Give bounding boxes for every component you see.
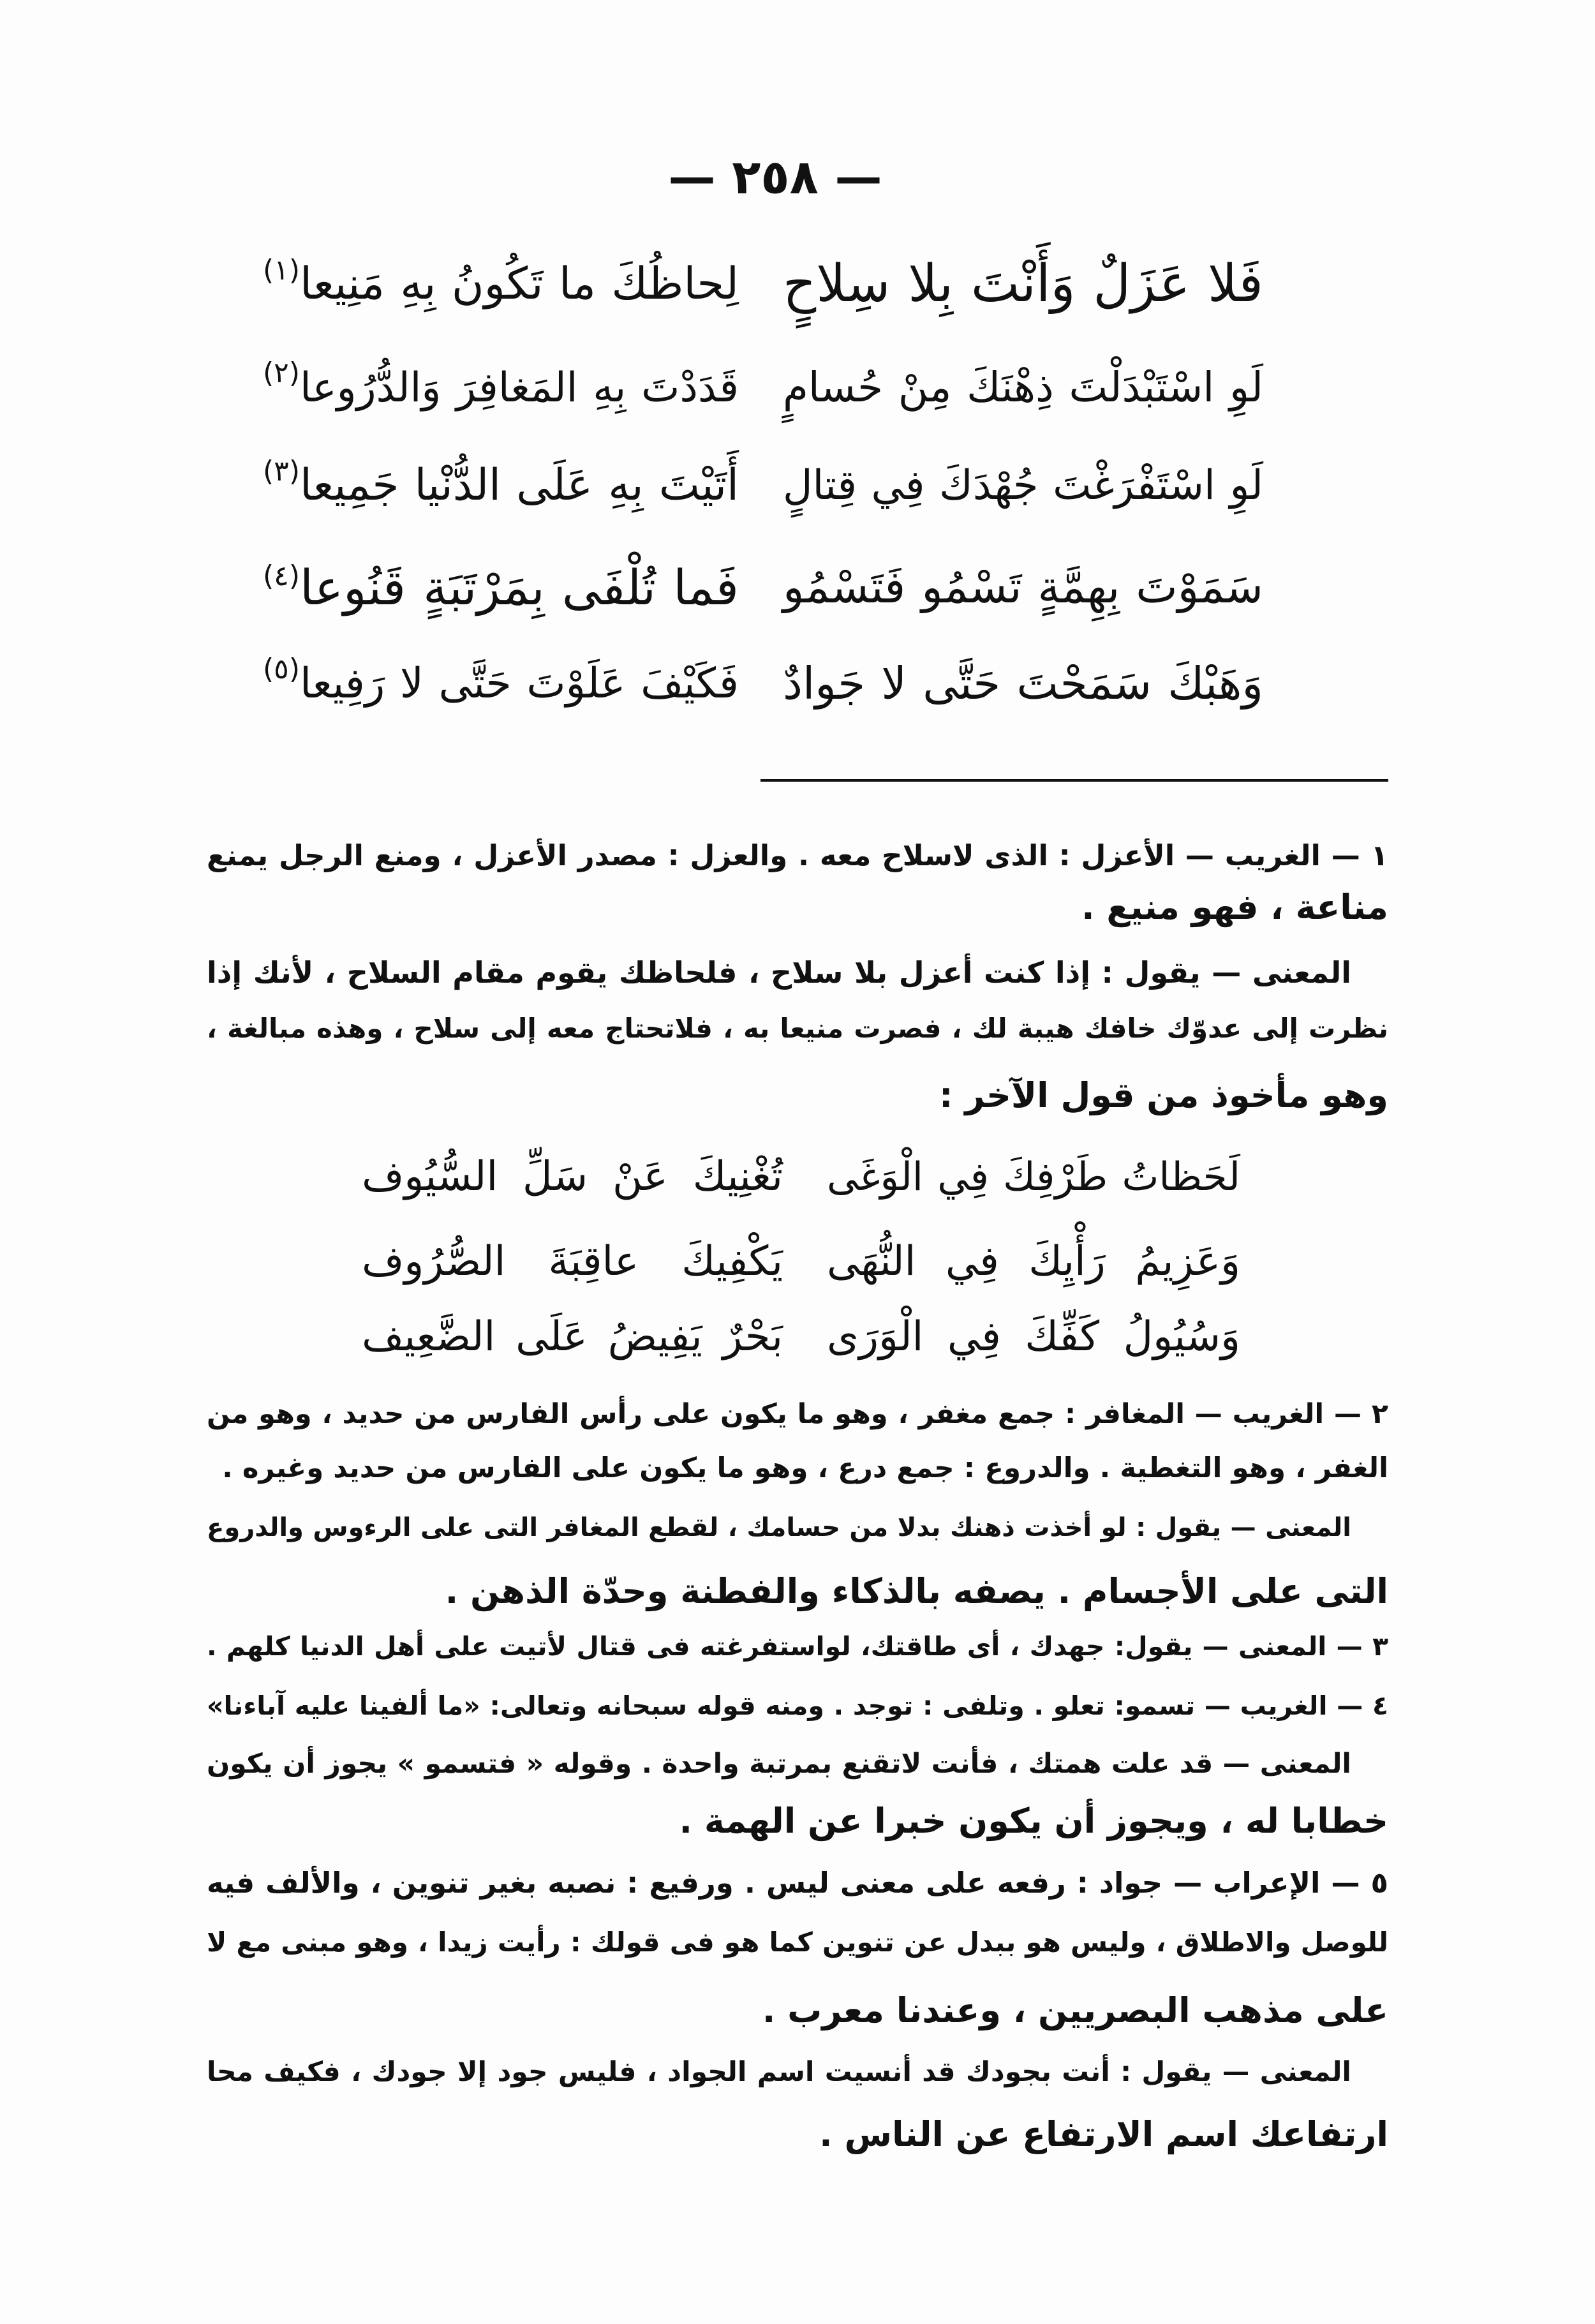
footnote-2-line-3: المعنى — يقول : لو أخذت ذهنك بدلا من حسامك ، لقطع المغافر التى على الرءوس والدروع	[207, 1513, 1351, 1542]
footnote-4-line-2: المعنى — قد علت همتك ، فأنت لاتقنع بمرتبة واحدة . وقوله « فتسمو » يجوز أن يكون	[207, 1748, 1351, 1780]
verse-3-first-text: لَوِ اسْتَفْرَغْتَ جُهْدَكَ فِي قِتالٍ	[783, 462, 1263, 509]
verse-4-first-text: سَمَوْتَ بِهِمَّةٍ تَسْمُو فَتَسْمُو	[783, 562, 1263, 613]
footnote-separator-rule	[760, 779, 1388, 782]
footnote-marker-3: (٣)	[263, 455, 300, 488]
footnote-5-line-1: ٥ — الإعراب — جواد : رفعه على معنى ليس . ورفيع : نصبه بغير تنوين ، والألف فيه	[207, 1866, 1388, 1900]
verse-2-first-hemistich	[783, 346, 1263, 429]
footnote-1-line-2: مناعة ، فهو منيع .	[1081, 887, 1388, 927]
footnote-2-line-1: ٢ — الغريب — المغافر : جمع مغفر ، وهو ما يكون على رأس الفارس من حديد ، وهو من	[207, 1398, 1388, 1430]
footnote-5-line-2: للوصل والاطلاق ، وليس هو ببدل عن تنوين كما هو فى قولك : رأيت زيدا ، وهو مبنى مع لا	[207, 1926, 1388, 1958]
verse-3-first-hemistich	[783, 444, 1263, 527]
footnote-marker-1: (١)	[263, 254, 300, 287]
verse-5-second-hemistich	[263, 643, 739, 726]
footnote-2-line-4: التى على الأجسام . يصفه بالذكاء والفطنة وحدّة الذهن .	[445, 1571, 1388, 1611]
footnote-1-line-1: ١ — الغريب — الأعزل : الذى لاسلاح معه . والعزل : مصدر الأعزل ، ومنع الرجل يمنع	[207, 838, 1388, 872]
footnote-1-line-3: المعنى — يقول : إذا كنت أعزل بلا سلاح ، فلحاظك يقوم مقام السلاح ، لأنك إذا	[207, 955, 1351, 990]
footnote-5-line-4: المعنى — يقول : أنت بجودك قد أنسيت اسم الجواد ، فليس جود إلا جودك ، فكيف محا	[207, 2057, 1351, 2088]
verse-1-second-text: لِحاظُكَ ما تَكُونُ بِهِ مَنِيعا	[299, 258, 739, 309]
verse-1-first-hemistich	[783, 242, 1263, 325]
quoted-verse-2-second-hemistich: يَكْفِيكَ عاقِبَةَ الصُّرُوف	[362, 1238, 783, 1285]
quoted-verse-3-second-hemistich: بَحْرٌ يَفِيضُ عَلَى الضَّعِيف	[362, 1313, 783, 1360]
verse-3-second-hemistich	[263, 444, 739, 527]
verse-5-second-text: فَكَيْفَ عَلَوْتَ حَتَّى لا رَفِيعا	[299, 660, 739, 708]
footnote-marker-4: (٤)	[263, 560, 300, 592]
verse-2-first-text: لَوِ اسْتَبْدَلْتَ ذِهْنَكَ مِنْ حُسامٍ	[783, 364, 1263, 412]
verse-2-second-hemistich	[263, 346, 739, 429]
footnote-1-line-4: نظرت إلى عدوّك خافك هيبة لك ، فصرت منيعا به ، فلاتحتاج معه إلى سلاح ، وهذه مبالغة ،	[207, 1013, 1388, 1044]
verse-5-first-hemistich	[783, 643, 1263, 726]
footnote-marker-5: (٥)	[263, 653, 300, 685]
footnote-5-line-3: على مذهب البصريين ، وعندنا معرب .	[762, 1990, 1388, 2030]
quoted-verse-2-first-hemistich: وَعَزِيمُ رَأْيِكَ فِي النُّهَى	[827, 1238, 1240, 1285]
verse-5-first-text: وَهَبْكَ سَمَحْتَ حَتَّى لا جَوادٌ	[783, 658, 1263, 710]
verse-1-second-hemistich	[263, 242, 739, 325]
verse-4-first-hemistich	[783, 546, 1263, 629]
verse-4-second-text: فَما تُلْفَى بِمَرْتَبَةٍ قَنُوعا	[299, 560, 739, 616]
footnote-3-line-1: ٣ — المعنى — يقول: جهدك ، أى طاقتك، لواستفرغته فى قتال لأتيت على أهل الدنيا كلهم .	[207, 1631, 1388, 1662]
quoted-verse-1-first-hemistich: لَحَظاتُ طَرْفِكَ فِي الْوَغَى	[827, 1154, 1240, 1200]
verse-1-first-text: فَلا عَزَلٌ وَأَنْتَ بِلا سِلاحٍ	[783, 254, 1263, 314]
footnote-4-line-1: ٤ — الغريب — تسمو: تعلو . وتلفى : توجد . ومنه قوله سبحانه وتعالى: «ما ألفينا عليه آباءنا»	[207, 1690, 1388, 1721]
quoted-verse-1-second-hemistich: تُغْنِيكَ عَنْ سَلِّ السُّيُوف	[362, 1153, 783, 1200]
quoted-verse-3-first-hemistich: وَسُيُولُ كَفِّكَ فِي الْوَرَى	[827, 1313, 1240, 1360]
footnote-2-line-2: الغفر ، وهو التغطية . والدروع : جمع درع ، وهو ما يكون على الفارس من حديد وغيره .	[222, 1452, 1388, 1484]
footnote-marker-2: (٢)	[263, 357, 300, 389]
verse-4-second-hemistich	[263, 546, 739, 629]
verse-2-second-text: قَدَدْتَ بِهِ المَغافِرَ وَالدُّرُوعا	[299, 364, 739, 412]
footnote-5-line-5: ارتفاعك اسم الارتفاع عن الناس .	[819, 2114, 1388, 2154]
footnote-1-line-5: وهو مأخوذ من قول الآخر :	[939, 1075, 1388, 1115]
footnote-4-line-3: خطابا له ، ويجوز أن يكون خبرا عن الهمة .	[679, 1801, 1388, 1841]
verse-3-second-text: أَتَيْتَ بِهِ عَلَى الدُّنْيا جَمِيعا	[299, 460, 739, 510]
page-number: — ٢٥٨ —	[668, 150, 882, 205]
